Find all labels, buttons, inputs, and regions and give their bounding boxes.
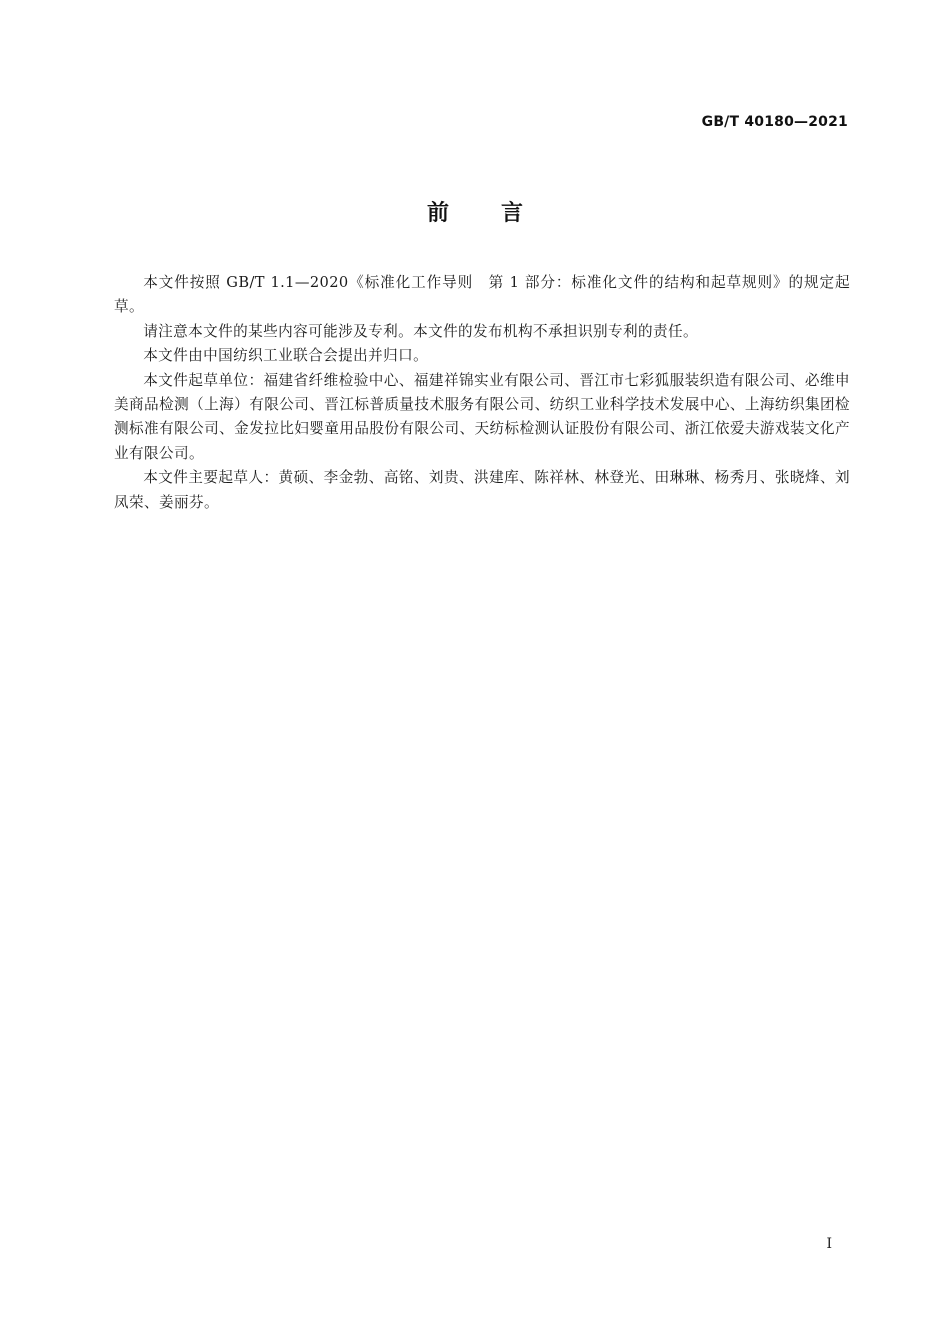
paragraph-drafting-rules: 本文件按照 GB/T 1.1—2020《标准化工作导则 第 1 部分：标准化文件的结构和起草规则》的规定起草。 <box>114 274 850 316</box>
page-number: I <box>826 1236 832 1252</box>
foreword-body <box>114 271 850 515</box>
paragraph-drafters: 本文件主要起草人：黄硕、李金勃、高铭、刘贵、洪建库、陈祥林、林登光、田琳琳、杨秀月、张晓烽、刘凤荣、姜丽芬。 <box>114 469 850 511</box>
standard-code: GB/T 40180—2021 <box>701 114 848 130</box>
section-heading: 前言 <box>426 201 575 226</box>
paragraph-proposer: 本文件由中国纺织工业联合会提出并归口。 <box>143 347 429 365</box>
paragraph-patent-notice: 请注意本文件的某些内容可能涉及专利。本文件的发布机构不承担识别专利的责任。 <box>143 322 698 340</box>
paragraph-drafting-units: 本文件起草单位：福建省纤维检验中心、福建祥锦实业有限公司、晋江市七彩狐服装织造有限公司、必维申美商品检测（上海）有限公司、晋江标普质量技术服务有限公司、纺织工业科学技术发展中心、上海纺织集团检测标准有限公司、金发拉比妇婴童用品股份有限公司、天纺标检测认证股份有限公司、浙江依爱夫游戏装文化产业有限公司。 <box>114 371 850 462</box>
